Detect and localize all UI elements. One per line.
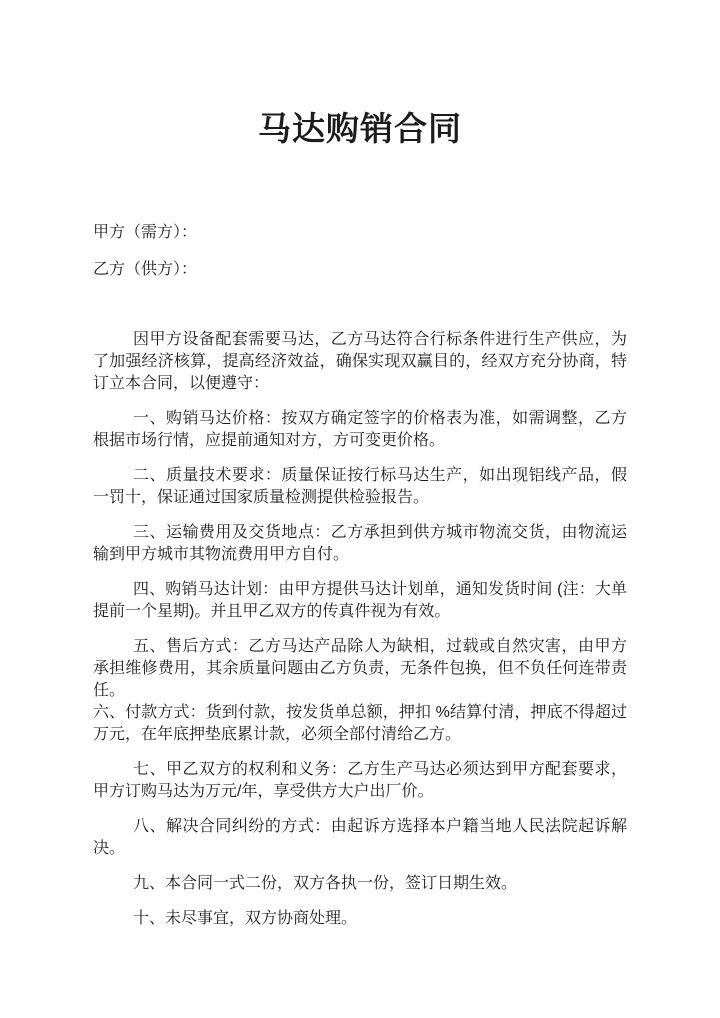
contract-body [93,329,627,930]
contract-paragraph: 六、付款方式：货到付款，按发货单总额，押扣 %结算付清，押底不得超过万元，在年底押垫底累计款，必须全部付清给乙方。 [93,704,627,743]
contract-title: 马达购销合同 [258,112,462,148]
contract-paragraph: 八、解决合同纠纷的方式：由起诉方选择本户籍当地人民法院起诉解决。 [93,818,627,857]
contract-paragraph: 因甲方设备配套需要马达，乙方马达符合行标条件进行生产供应，为了加强经济核算，提高经济效益，确保实现双赢目的，经双方充分协商，特订立本合同，以便遵守： [93,331,627,392]
contract-paragraph: 一、购销马达价格：按双方确定签字的价格表为准，如需调整，乙方根据市场行情，应提前通知对方，方可变更价格。 [93,410,627,449]
party-a-line: 甲方（需方）： [93,224,198,241]
contract-paragraph: 九、本合同一式二份，双方各执一份，签订日期生效。 [133,875,518,892]
contract-paragraph: 七、甲乙双方的权利和义务：乙方生产马达必须达到甲方配套要求，甲方订购马达为万元/年，享受供方大户出厂价。 [93,761,627,800]
contract-paragraph: 四、购销马达计划：由甲方提供马达计划单，通知发货时间 (注：大单提前一个星期)。并且甲乙双方的传真件视为有效。 [93,581,627,620]
contract-paragraph: 二、质量技术要求：质量保证按行标马达生产，如出现铝线产品，假一罚十，保证通过国家质量检测提供检验报告。 [93,467,627,506]
parties-block [93,222,627,281]
contract-paragraph: 三、运输费用及交货地点：乙方承担到供方城市物流交货，由物流运输到甲方城市其物流费用甲方自付。 [93,524,627,563]
contract-paragraph: 五、售后方式：乙方马达产品除人为缺相，过载或自然灾害，由甲方承担维修费用，其余质量问题由乙方负责，无条件包换，但不负任何连带责任。 [93,638,627,699]
contract-paragraph: 十、未尽事宜，双方协商处理。 [133,910,358,927]
party-b-line: 乙方（供方）： [93,261,198,278]
